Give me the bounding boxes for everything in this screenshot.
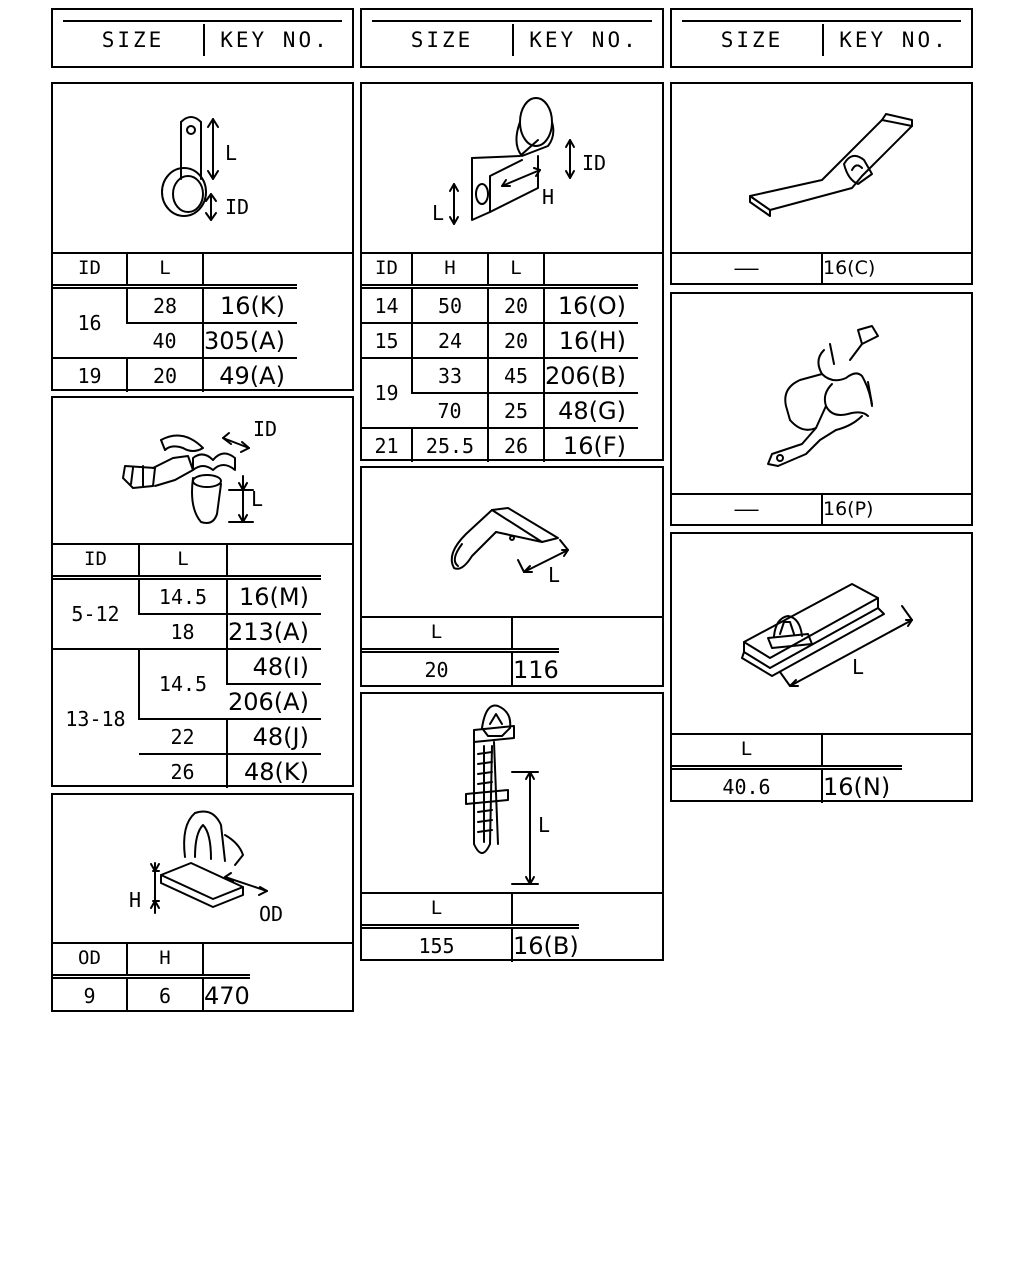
od-clip-table xyxy=(53,942,250,1012)
cell-h: 6 xyxy=(127,977,203,1013)
col-h: H xyxy=(127,942,203,977)
dim-od-label: OD xyxy=(259,902,284,926)
small-clip-table xyxy=(362,616,559,686)
od-clip-figure xyxy=(53,795,352,944)
cell-key: 16(F) xyxy=(544,428,638,462)
key-no-header: KEY NO. xyxy=(220,28,330,52)
panel-tie-base xyxy=(670,532,973,802)
cell-key: 48(K) xyxy=(227,754,321,788)
col-l: L xyxy=(488,252,544,287)
dim-id-label: ID xyxy=(253,417,278,441)
cell-l: 18 xyxy=(139,614,227,649)
p-clamp-table xyxy=(53,252,297,392)
panel-push-rivet xyxy=(360,692,664,961)
small-clip-drawing xyxy=(362,468,662,616)
cell-l: 45 xyxy=(488,358,544,393)
cell-l: 155 xyxy=(362,927,512,963)
col-key xyxy=(822,733,902,768)
panel-double-clip xyxy=(51,396,354,787)
col-key xyxy=(203,942,250,977)
dim-id-label: ID xyxy=(582,151,607,175)
od-clip-drawing xyxy=(53,795,352,942)
cell-l: 26 xyxy=(488,428,544,462)
dim-l-label: L xyxy=(432,201,445,225)
small-clip-figure xyxy=(362,468,662,618)
push-rivet-table xyxy=(362,892,579,962)
flat-bracket-drawing xyxy=(672,84,971,252)
cell-l: 20 xyxy=(488,323,544,358)
col-od: OD xyxy=(78,946,101,969)
dim-h-label: H xyxy=(542,185,555,209)
cell-l: 28 xyxy=(127,287,203,324)
header-column-3 xyxy=(670,8,973,68)
col-l: L xyxy=(430,620,443,643)
cell-h: 24 xyxy=(412,323,488,358)
header-column-1 xyxy=(51,8,354,68)
cell-l: 14.5 xyxy=(139,649,227,719)
tie-base-table xyxy=(672,733,902,803)
cell-size: —— xyxy=(734,497,759,521)
cell-key: 16(H) xyxy=(544,323,638,358)
cell-key: 305(A) xyxy=(203,323,297,358)
cell-l: 20 xyxy=(362,651,512,687)
col-id: ID xyxy=(78,256,101,279)
bracket-clamp-drawing xyxy=(362,84,662,252)
dim-l-label: L xyxy=(251,487,264,511)
header-column-2 xyxy=(360,8,664,68)
panel-od-clip xyxy=(51,793,354,1012)
push-rivet-figure xyxy=(362,694,662,894)
p-clamp-figure xyxy=(53,84,352,254)
cell-key: 48(I) xyxy=(227,649,321,684)
tie-base-drawing xyxy=(672,534,971,733)
tie-base-figure xyxy=(672,534,971,735)
panel-bracket-clamp xyxy=(360,82,664,461)
col-key xyxy=(227,543,321,578)
col-key xyxy=(544,252,638,287)
cell-key: 16(K) xyxy=(203,287,297,324)
cell-key: 16(O) xyxy=(544,287,638,324)
dim-h-label: H xyxy=(129,888,142,912)
key-no-header: KEY NO. xyxy=(529,28,639,52)
panel-flat-bracket xyxy=(670,82,973,285)
cell-l: 22 xyxy=(139,719,227,754)
cell-l: 20 xyxy=(488,287,544,324)
cell-key: 213(A) xyxy=(227,614,321,649)
push-rivet-drawing xyxy=(362,694,662,892)
cell-key: 470 xyxy=(203,977,250,1013)
cell-h: 70 xyxy=(412,393,488,428)
cell-key: 206(A) xyxy=(227,684,321,719)
double-clip-drawing xyxy=(53,398,352,543)
cell-key: 48(J) xyxy=(227,719,321,754)
col-l: L xyxy=(139,543,227,578)
cell-l: 20 xyxy=(127,358,203,392)
cell-size: —— xyxy=(734,256,759,280)
col-h: H xyxy=(412,252,488,287)
col-l: L xyxy=(430,896,443,919)
cell-key: 16(B) xyxy=(512,927,579,963)
panel-saddle-clamp xyxy=(670,292,973,526)
flat-bracket-figure xyxy=(672,84,971,254)
cell-l: 40 xyxy=(127,323,203,358)
cell-id: 19 xyxy=(53,358,127,392)
col-id: ID xyxy=(84,547,107,570)
saddle-clamp-figure xyxy=(672,294,971,495)
cell-key: 16(N) xyxy=(822,768,902,804)
dim-id-label: ID xyxy=(225,195,250,219)
cell-l: 26 xyxy=(139,754,227,788)
size-header: SIZE xyxy=(720,28,784,52)
panel-p-clamp xyxy=(51,82,354,391)
cell-id: 16 xyxy=(53,287,127,359)
p-clamp-drawing xyxy=(53,84,352,252)
panel-small-clip xyxy=(360,466,664,687)
cell-id: 5-12 xyxy=(53,578,139,650)
saddle-clamp-drawing xyxy=(672,294,971,493)
dim-l-label: L xyxy=(548,563,561,587)
cell-key: 116 xyxy=(512,651,559,687)
cell-key: 49(A) xyxy=(203,358,297,392)
cell-key: 16(M) xyxy=(227,578,321,615)
cell-h: 25.5 xyxy=(412,428,488,462)
col-key xyxy=(512,616,559,651)
col-l: L xyxy=(740,737,753,760)
cell-key: 16(C) xyxy=(822,252,887,284)
bracket-clamp-table xyxy=(362,252,638,462)
key-no-header: KEY NO. xyxy=(839,28,949,52)
cell-key: 16(P) xyxy=(822,493,885,525)
cell-l: 40.6 xyxy=(672,768,822,804)
size-header: SIZE xyxy=(410,28,474,52)
cell-key: 48(G) xyxy=(544,393,638,428)
dim-l-label: L xyxy=(538,813,551,837)
cell-l: 14.5 xyxy=(139,578,227,615)
col-id: ID xyxy=(375,256,398,279)
dim-l-label: L xyxy=(225,141,238,165)
double-clip-table xyxy=(53,543,321,788)
cell-od: 9 xyxy=(53,977,127,1013)
saddle-clamp-table xyxy=(672,493,885,525)
cell-id: 19 xyxy=(362,358,412,428)
size-header: SIZE xyxy=(101,28,165,52)
cell-id: 13-18 xyxy=(53,649,139,788)
flat-bracket-table xyxy=(672,252,887,284)
cell-key: 206(B) xyxy=(544,358,638,393)
col-l: L xyxy=(127,252,203,287)
col-key xyxy=(203,252,297,287)
col-key xyxy=(512,892,579,927)
double-clip-figure xyxy=(53,398,352,545)
cell-h: 50 xyxy=(412,287,488,324)
bracket-clamp-figure xyxy=(362,84,662,254)
cell-id: 14 xyxy=(362,287,412,324)
cell-id: 21 xyxy=(362,428,412,462)
cell-id: 15 xyxy=(362,323,412,358)
cell-h: 33 xyxy=(412,358,488,393)
cell-l: 25 xyxy=(488,393,544,428)
dim-l-label: L xyxy=(852,655,865,679)
